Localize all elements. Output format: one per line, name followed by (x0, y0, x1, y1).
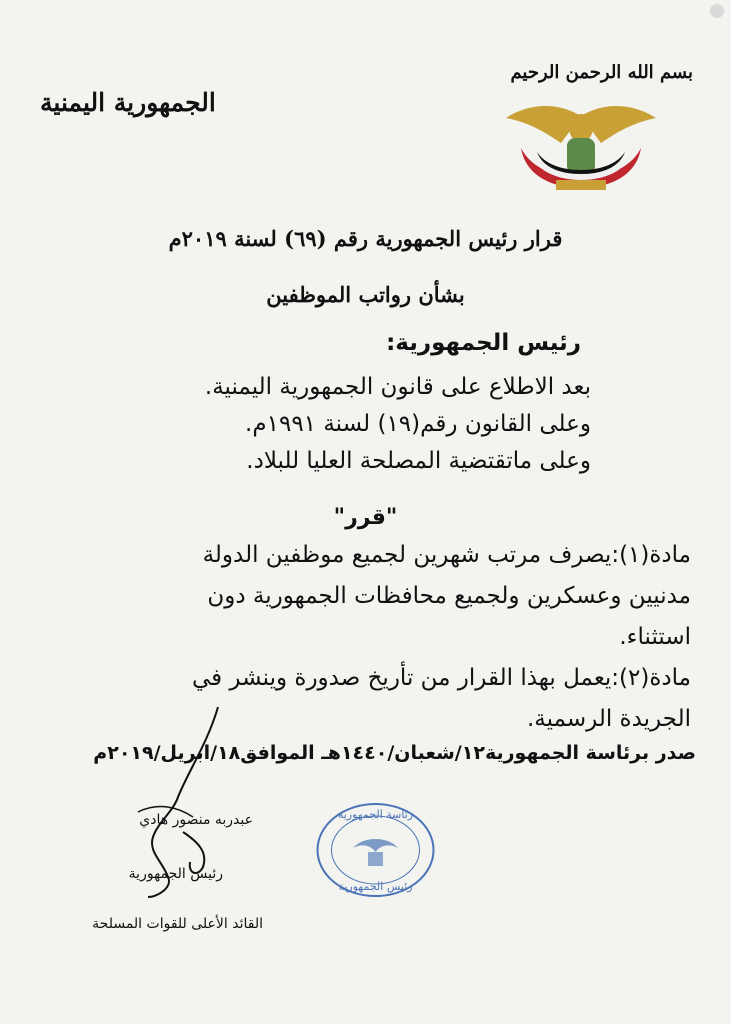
signer-commander-title: القائد الأعلى للقوات المسلحة (92, 916, 263, 932)
decree-title: قرار رئيس الجمهورية رقم (٦٩) لسنة ٢٠١٩م (168, 226, 563, 251)
yemen-eagle-emblem-icon (501, 88, 661, 198)
corner-dot (710, 4, 724, 18)
article-1-line-1: مادة(١):يصرف مرتب شهرين لجميع موظفين الدولة (202, 542, 691, 568)
article-2-line-1: مادة(٢):يعمل بهذا القرار من تأريخ صدورة وينشر في (191, 665, 691, 691)
republic-calligraphy: الجمهورية اليمنية (40, 88, 216, 117)
decree-subject: بشأن رواتب الموظفين (266, 282, 465, 307)
article-1-line-3: استثناء. (619, 624, 691, 650)
article-2-line-2: الجريدة الرسمية. (526, 706, 691, 732)
seal-top-text: رئاسة الجمهورية (337, 808, 414, 821)
signer-name: عبدربه منصور هادي (139, 812, 253, 828)
seal-bottom-text: رئيس الجمهورية (338, 880, 413, 893)
signer-title: رئيس الجمهورية (128, 866, 223, 882)
article-1-line-2: مدنيين وعسكرين ولجميع محافظات الجمهورية دون (207, 583, 691, 609)
preamble-line-2: وعلى القانون رقم(١٩) لسنة ١٩٩١م. (245, 411, 591, 437)
decided-heading: "قرر" (333, 505, 398, 530)
official-seal (313, 800, 438, 900)
preamble-line-3: وعلى ماتقتضية المصلحة العليا للبلاد. (246, 448, 591, 474)
issued-date-line: صدر برئاسة الجمهورية١٢/شعبان/١٤٤٠هـ الموافق١٨/ابريل/٢٠١٩م (93, 742, 696, 764)
president-heading: رئيس الجمهورية: (386, 330, 581, 356)
preamble-line-1: بعد الاطلاع على قانون الجمهورية اليمنية. (204, 374, 591, 400)
bismillah-text: بسم الله الرحمن الرحيم (510, 62, 693, 83)
